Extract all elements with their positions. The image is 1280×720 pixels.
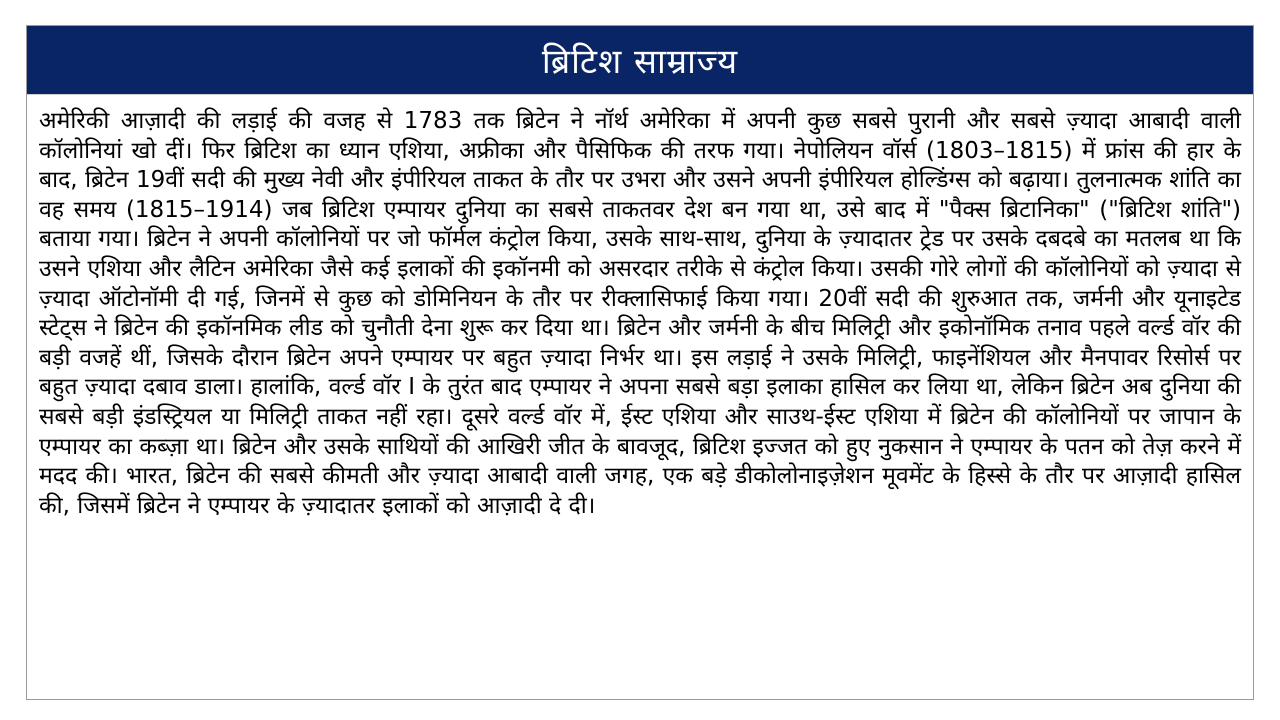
body-paragraph: अमेरिकी आज़ादी की लड़ाई की वजह से 1783 तक ब्रिटेन ने नॉर्थ अमेरिका में अपनी कुछ सबसे पुरानी और सबसे ज़्यादा आबादी वाली कॉलोनियां खो दीं। फिर ब्रिटिश का ध्यान एशिया, अफ्रीका और पैसिफिक की तरफ गया। नेपोलियन वॉर्स (1803–1815) में फ्रांस की हार के बाद, ब्रिटेन 19वीं सदी की मुख्य नेवी और इंपीरियल ताकत के तौर पर उभरा और उसने अपनी इंपीरियल होल्डिंग्स को बढ़ाया। तुलनात्मक शांति का वह समय (1815–1914) जब ब्रिटिश एम्पायर दुनिया का सबसे ताकतवर देश बन गया था, उसे बाद में "पैक्स ब्रिटानिका" ("ब्रिटिश शांति") बताया गया। ब्रिटेन ने अपनी कॉलोनियों पर जो फॉर्मल कंट्रोल किया, उसके साथ-साथ, दुनिया के ज़्यादातर ट्रेड पर उसके दबदबे का मतलब था कि उसने एशिया और लैटिन अमेरिका जैसे कई इलाकों की इकॉनमी को असरदार तरीके से कंट्रोल किया। उसकी गोरे लोगों की कॉलोनियों को ज़्यादा से ज़्यादा ऑटोनॉमी दी गई, जिनमें से कुछ को डोमिनियन के तौर पर रीक्लासिफाई किया गया। 20वीं सदी की शुरुआत तक, जर्मनी और यूनाइटेड स्टेट्स ने ब्रिटेन की इकॉनमिक लीड को चुनौती देना शुरू कर दिया था। ब्रिटेन और जर्मनी के बीच मिलिट्री और इकोनॉमिक तनाव पहले वर्ल्ड वॉर की बड़ी वजहें थीं, जिसके दौरान ब्रिटेन अपने एम्पायर पर बहुत ज़्यादा निर्भर था। इस लड़ाई ने उसके मिलिट्री, फाइनेंशियल और मैनपावर रिसोर्स पर बहुत ज़्यादा दबाव डाला। हालांकि, वर्ल्ड वॉर I के तुरंत बाद एम्पायर ने अपना सबसे बड़ा इलाका हासिल कर लिया था, लेकिन ब्रिटेन अब दुनिया की सबसे बड़ी इंडस्ट्रियल या मिलिट्री ताकत नहीं रहा। दूसरे वर्ल्ड वॉर में, ईस्ट एशिया और साउथ-ईस्ट एशिया में ब्रिटेन की कॉलोनियों पर जापान के एम्पायर का कब्ज़ा था। ब्रिटेन और उसके साथियों की आखिरी जीत के बावजूद, ब्रिटिश इज्जत को हुए नुकसान ने एम्पायर के पतन को तेज़ करने में मदद की। भारत, ब्रिटेन की सबसे कीमती और ज़्यादा आबादी वाली जगह, एक बड़े डीकोलोनाइज़ेशन मूवमेंट के हिस्से के तौर पर आज़ादी हासिल की, जिसमें ब्रिटेन ने एम्पायर के ज़्यादातर इलाकों को आज़ादी दे दी। bbox=[39, 108, 1241, 519]
slide-body bbox=[27, 95, 1253, 675]
slide bbox=[26, 25, 1254, 700]
slide-title: ब्रिटिश साम्राज्य bbox=[541, 42, 739, 82]
title-bar bbox=[27, 26, 1253, 95]
